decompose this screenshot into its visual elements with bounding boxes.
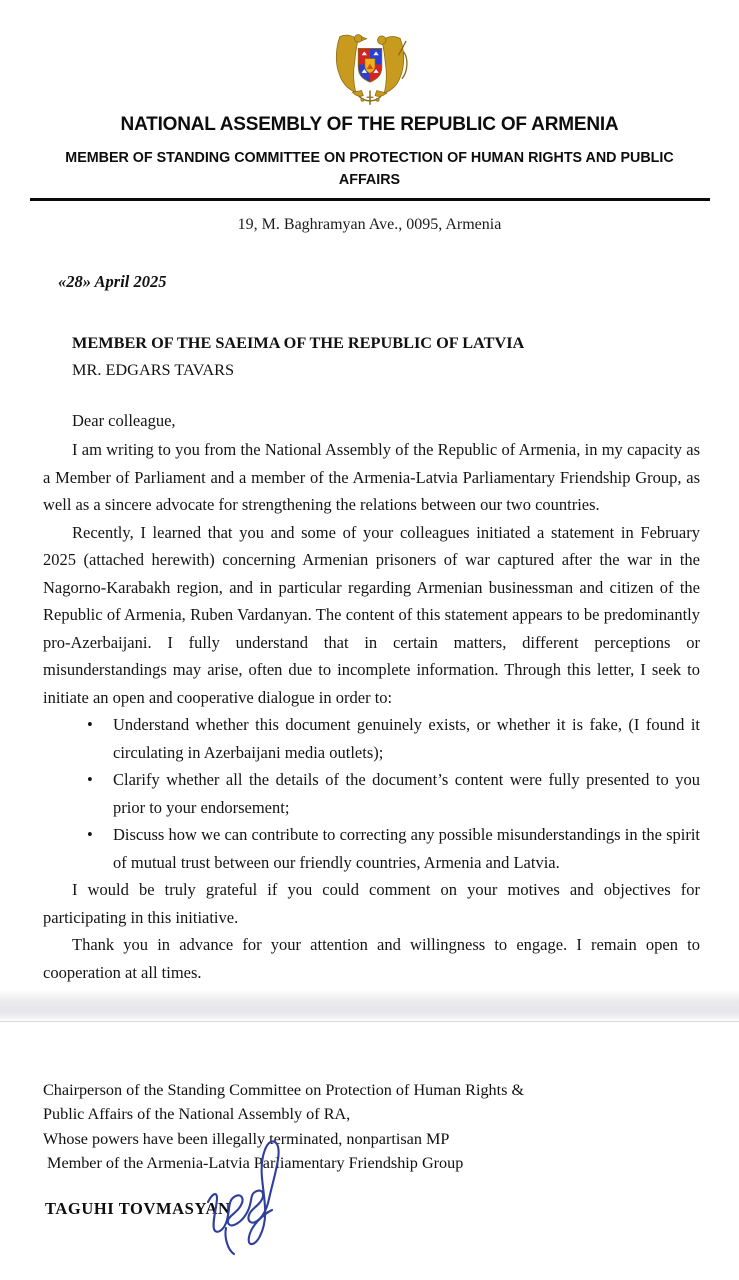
letter-body bbox=[43, 436, 700, 986]
recipient-title: MEMBER OF THE SAEIMA OF THE REPUBLIC OF LATVIA bbox=[72, 333, 525, 352]
signature-title-line: Whose powers have been illegally terminated, nonpartisan MP bbox=[43, 1129, 450, 1148]
bullet-list bbox=[43, 711, 700, 876]
committee-title: MEMBER OF STANDING COMMITTEE ON PROTECTION OF HUMAN RIGHTS AND PUBLIC AFFAIRS bbox=[65, 150, 674, 188]
bullet-item: • Discuss how we can contribute to correcting any possible misunderstandings in the spirit of mutual trust between our friendly countries, Armenia and Latvia. bbox=[43, 821, 700, 876]
signature-title-line: Public Affairs of the National Assembly of RA, bbox=[43, 1105, 351, 1124]
date-line: «28» April 2025 bbox=[58, 272, 167, 291]
body-paragraph: Recently, I learned that you and some of your colleagues initiated a statement in February 2025 (attached herewith) concerning Armenian prisoners of war captured after the war in the Nagorno-Karabakh region, and in particular regarding Armenian businessman and citizen of the Republic of Armenia, Ruben Vardanyan. The content of this statement appears to be predominantly pro-Azerbaijani. I fully understand that in certain matters, different perceptions or misunderstandings may arise, often due to incomplete information. Through this letter, I seek to initiate an open and cooperative dialogue in order to: bbox=[43, 522, 700, 707]
organization-title: NATIONAL ASSEMBLY OF THE REPUBLIC OF ARMENIA bbox=[120, 114, 619, 135]
letterhead-divider bbox=[30, 198, 710, 201]
armenia-coat-of-arms-icon bbox=[328, 26, 412, 108]
bullet-item: • Clarify whether all the details of the document’s content were fully presented to you prior to your endorsement; bbox=[43, 766, 700, 821]
signature-block bbox=[43, 1078, 663, 1175]
scan-fold-band bbox=[0, 991, 739, 1022]
signature-title-line: Chairperson of the Standing Committee on Protection of Human Rights & bbox=[43, 1081, 525, 1099]
bullet-item: • Understand whether this document genuinely exists, or whether it is fake, (I found it circulating in Azerbaijani media outlets); bbox=[43, 711, 700, 766]
body-paragraph: I am writing to you from the National Assembly of the Republic of Armenia, in my capacity as a Member of Parliament and a member of the Armenia-Latvia Parliamentary Friendship Group, as well as a sincere advocate for strengthening the relations between our two countries. bbox=[43, 440, 700, 514]
address-line: 19, M. Baghramyan Ave., 0095, Armenia bbox=[237, 216, 502, 233]
closing-paragraph: I would be truly grateful if you could comment on your motives and objectives for participating in this initiative. bbox=[43, 880, 700, 927]
signatory-name: TAGUHI TOVMASYAN bbox=[45, 1199, 231, 1218]
signature-title-line: Member of the Armenia-Latvia Parliamentary Friendship Group bbox=[43, 1153, 464, 1172]
closing-paragraph: Thank you in advance for your attention and willingness to engage. I remain open to cooperation at all times. bbox=[43, 935, 700, 982]
recipient-name: MR. EDGARS TAVARS bbox=[72, 360, 235, 379]
handwritten-signature bbox=[204, 1138, 312, 1260]
salutation: Dear colleague, bbox=[72, 411, 176, 430]
